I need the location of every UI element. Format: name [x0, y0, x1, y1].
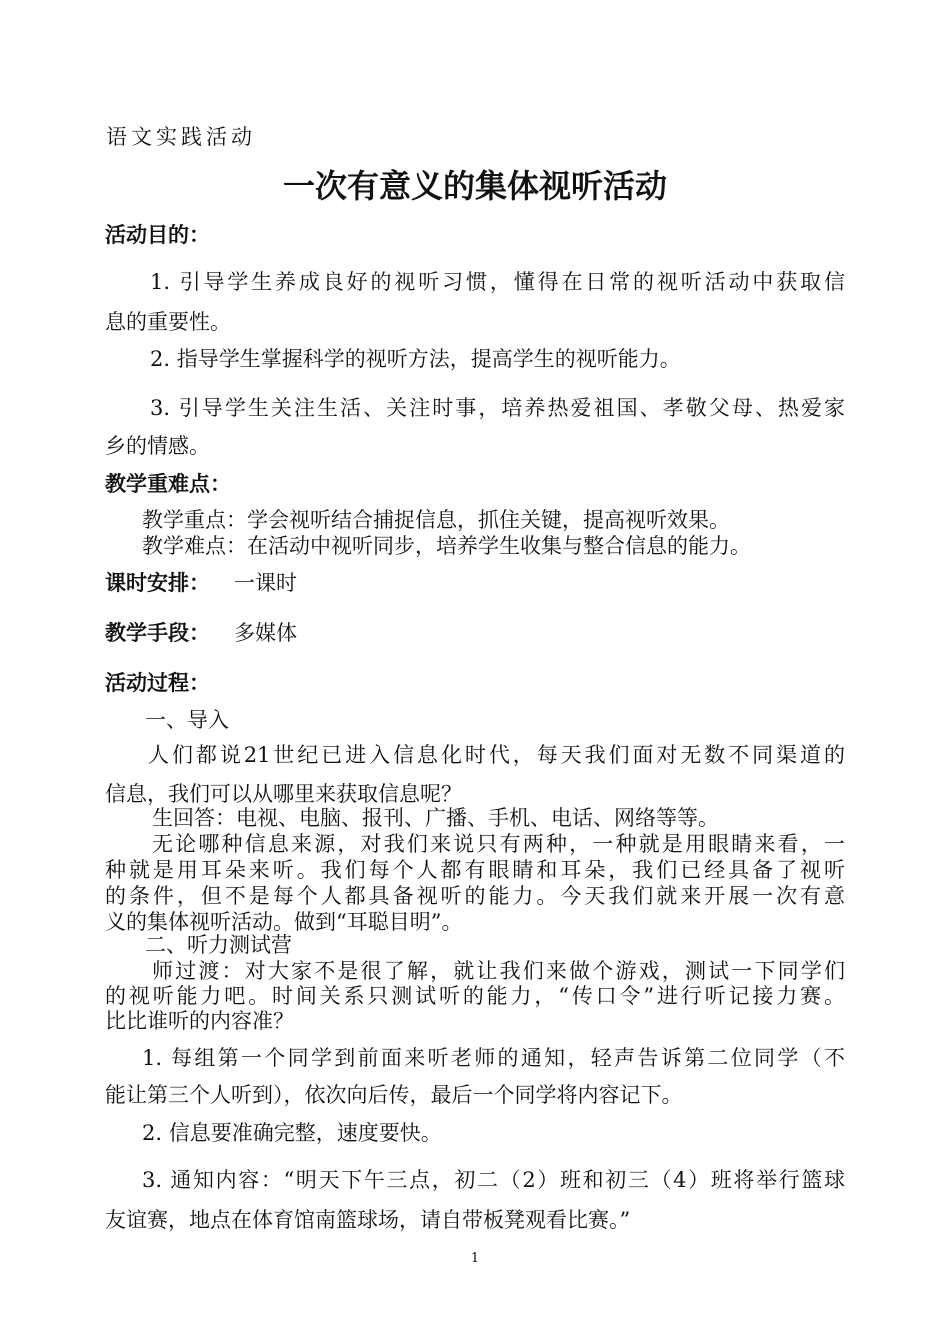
purpose-item-2: 2. 指导学生掌握科学的视听方法，提高学生的视听能力。 [150, 347, 681, 371]
means-value: 多媒体 [234, 621, 297, 645]
page-number: 1 [470, 1251, 480, 1266]
intro-paragraph-3-line-4: 义的集体视听活动。做到“耳聪目明”。 [105, 910, 463, 934]
camp-paragraph-line-1: 师过渡：对大家不是很了解，就让我们来做个游戏，测试一下同学们 [152, 959, 845, 983]
process-heading: 活动过程： [105, 671, 210, 695]
purpose-heading: 活动目的： [105, 223, 210, 247]
intro-paragraph-2: 生回答：电视、电脑、报刊、广播、手机、电话、网络等等。 [152, 806, 719, 830]
rule-3-line-2: 友谊赛，地点在体育馆南篮球场，请自带板凳观看比赛。” [105, 1208, 631, 1232]
rule-1-line-2: 能让第三个人听到），依次向后传，最后一个同学将内容记下。 [105, 1083, 683, 1107]
intro-title: 一、导入 [145, 708, 229, 732]
intro-paragraph-3-line-3: 的条件，但不是每个人都具备视听的能力。今天我们就来开展一次有意 [105, 884, 845, 908]
purpose-item-1-line-1: 1. 引导学生养成良好的视听习惯，懂得在日常的视听活动中获取信 [150, 270, 845, 294]
camp-paragraph-line-2: 的视听能力吧。时间关系只测试听的能力，“传口令”进行听记接力赛。 [105, 984, 845, 1008]
purpose-item-3-line-1: 3. 引导学生关注生活、关注时事，培养热爱祖国、孝敬父母、热爱家 [150, 396, 845, 420]
rule-1-line-1: 1. 每组第一个同学到前面来听老师的通知，轻声告诉第二位同学（不 [142, 1046, 845, 1070]
intro-paragraph-3-line-2: 种就是用耳朵来听。我们每个人都有眼睛和耳朵，我们已经具备了视听 [105, 858, 845, 882]
intro-paragraph-1-line-1: 人们都说21世纪已进入信息化时代，每天我们面对无数不同渠道的 [148, 743, 845, 767]
document-title: 一次有意义的集体视听活动 [282, 167, 667, 205]
camp-paragraph-line-3: 比比谁听的内容准？ [105, 1009, 294, 1033]
rule-3-line-1: 3. 通知内容：“明天下午三点，初二（2）班和初三（4）班将举行篮球 [142, 1168, 845, 1192]
means-heading: 教学手段： [105, 621, 210, 645]
camp-title: 二、听力测试营 [145, 933, 292, 957]
difficulty-hard: 教学难点：在活动中视听同步，培养学生收集与整合信息的能力。 [142, 534, 751, 558]
difficulty-heading: 教学重难点： [105, 472, 231, 496]
purpose-item-3-line-2: 乡的情感。 [105, 434, 210, 458]
rule-2: 2. 信息要准确完整，速度要快。 [142, 1121, 442, 1145]
schedule-heading: 课时安排： [105, 571, 210, 595]
intro-paragraph-3-line-1: 无论哪种信息来源，对我们来说只有两种，一种就是用眼睛来看，一 [152, 832, 845, 856]
purpose-item-1-line-2: 息的重要性。 [105, 310, 231, 334]
intro-paragraph-1-line-2: 信息，我们可以从哪里来获取信息呢？ [105, 782, 462, 806]
kicker-label: 语文实践活动 [106, 125, 256, 149]
difficulty-key: 教学重点：学会视听结合捕捉信息，抓住关键，提高视听效果。 [142, 508, 730, 532]
schedule-value: 一课时 [234, 571, 297, 595]
